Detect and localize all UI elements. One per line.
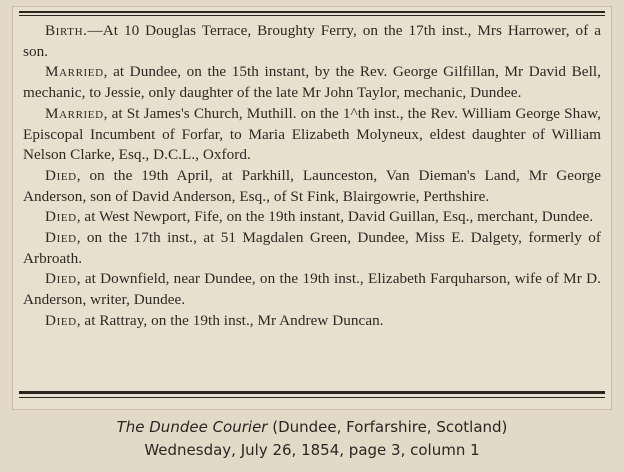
notice-text: at Downfield, near Dundee, on the 19th inst., Elizabeth Farquharson, wife of Mr D. Anderson, writer, Dundee. xyxy=(23,270,601,309)
notice-heading: Married xyxy=(45,63,104,81)
notice-text: at St James's Church, Muthill. on the 1^th inst., the Rev. William George Shaw, Episcopal Incumbent of Forfar, to Maria Elizabeth Molyneux, eldest daughter of William Nelson Clarke, Esq., D.C.L., Oxford. xyxy=(23,104,601,164)
notice-text: At 10 Douglas Terrace, Broughty Ferry, on the 17th inst., Mrs Harrower, of a son. xyxy=(23,22,601,60)
notice-marriage: Married, at Dundee, on the 15th instant, by the Rev. George Gilfillan, Mr David Bell, mechanic, to Jessie, only daughter of the late Mr John Taylor, mechanic, Dundee. xyxy=(23,63,601,102)
bottom-rule xyxy=(19,391,605,394)
notice-text: at Dundee, on the 15th instant, by the Rev. George Gilfillan, Mr David Bell, mechanic, to Jessie, only daughter of the late Mr John Taylor, mechanic, Dundee. xyxy=(23,63,601,102)
notice-birth: Birth.—At 10 Douglas Terrace, Broughty Ferry, on the 17th inst., Mrs Harrower, of a son. xyxy=(23,22,601,60)
newspaper-clipping xyxy=(12,6,612,410)
notice-death: Died, at West Newport, Fife, on the 19th instant, David Guillan, Esq., merchant, Dundee. xyxy=(45,208,594,226)
notice-text: on the 19th April, at Parkhill, Launceston, Van Dieman's Land, Mr George Anderson, son of David Anderson, Esq., of St Fink, Blairgowrie, Perthshire. xyxy=(23,166,601,205)
notice-text: on the 17th inst., at 51 Magdalen Green, Dundee, Miss E. Dalgety, formerly of Arbroath. xyxy=(23,229,601,267)
publication-title: The Dundee Courier xyxy=(116,418,268,436)
source-date-line: Wednesday, July 26, 1854, page 3, column 1 xyxy=(144,441,480,459)
notice-heading: Died xyxy=(45,208,77,226)
notice-heading: Died xyxy=(45,270,77,288)
notice-death: Died, at Rattray, on the 19th inst., Mr Andrew Duncan. xyxy=(45,311,384,329)
notice-heading: Died xyxy=(45,229,77,247)
notice-heading: Married xyxy=(45,104,104,122)
notice-text: at West Newport, Fife, on the 19th instant, David Guillan, Esq., merchant, Dundee. xyxy=(84,208,594,226)
bottom-rule-thin xyxy=(19,397,605,398)
top-rule-thin xyxy=(19,15,605,16)
notice-death: Died, at Downfield, near Dundee, on the 19th inst., Elizabeth Farquharson, wife of Mr D. Anderson, writer, Dundee. xyxy=(23,270,601,309)
publication-place: (Dundee, Forfarshire, Scotland) xyxy=(267,418,508,436)
notice-heading: Died xyxy=(45,311,77,329)
notice-heading: Died xyxy=(45,166,77,184)
notice-heading: Birth. xyxy=(45,22,88,39)
notices-column xyxy=(23,21,601,332)
source-caption xyxy=(0,418,624,436)
notice-death: Died, on the 17th inst., at 51 Magdalen Green, Dundee, Miss E. Dalgety, formerly of Arbroath. xyxy=(23,229,601,267)
notice-marriage: Married, at St James's Church, Muthill. on the 1^th inst., the Rev. William George Shaw, Episcopal Incumbent of Forfar, to Maria Elizabeth Molyneux, eldest daughter of William Nelson Clarke, Esq., D.C.L., Oxford. xyxy=(23,104,601,164)
top-rule xyxy=(19,11,605,13)
notice-death: Died, on the 19th April, at Parkhill, Launceston, Van Dieman's Land, Mr George Anderson, son of David Anderson, Esq., of St Fink, Blairgowrie, Perthshire. xyxy=(23,166,601,205)
notice-text: at Rattray, on the 19th inst., Mr Andrew Duncan. xyxy=(84,311,384,329)
